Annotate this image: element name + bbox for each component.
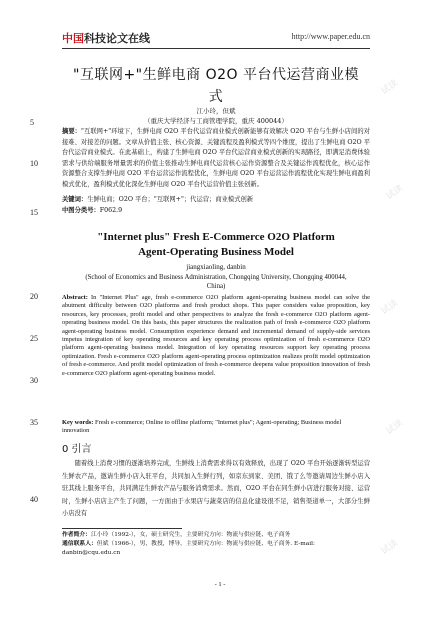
abstract-en-label: Abstract:	[62, 294, 88, 301]
keywords-en	[62, 419, 370, 436]
line-number: 25	[30, 334, 38, 343]
title-cn-line1: "互联网+"生鲜电商 O2O 平台代运营商业模	[73, 67, 359, 83]
line-number: 40	[30, 495, 38, 504]
paper-title-cn	[62, 64, 370, 108]
section-heading: 0 引言	[62, 444, 92, 455]
line-number: 10	[30, 159, 38, 168]
line-number: 35	[30, 418, 38, 427]
clc-cn	[62, 206, 370, 217]
footnote-author-label: 作者简介：	[62, 532, 91, 538]
keywords-cn-label: 关键词：	[62, 196, 88, 203]
body-paragraph: 随着线上消费习惯的逐渐培养完成，生鲜线上消费需求得以有效释放，出现了 O2O 平台开始逐渐转型运营生鲜农产品，邀请生鲜小店入驻平台，共同加入生鲜行列，如京东到家、美团、饿了么等邀请周边生鲜小店入驻其线上服务平台，共同满足生鲜农产品与服务消费需求。然而，O2O 平台在同生鲜小店进行服务对接、运营时，生鲜小店店主产生了问题，一方面由于水果店与蔬菜店的信息化建设很不足，销售渠道单一，大部分生鲜小店没有	[62, 460, 370, 517]
watermark: 试读	[384, 418, 406, 437]
abstract-cn-label: 摘要：	[62, 128, 82, 135]
footnote-divider	[62, 528, 182, 529]
clc-cn-text: F062.9	[99, 207, 123, 214]
title-en-line1: "Internet plus" Fresh E-Commerce O2O Platform	[97, 231, 335, 243]
watermark: 试读	[379, 78, 401, 97]
clc-cn-label: 中图分类号：	[62, 207, 100, 214]
watermark: 试读	[379, 538, 401, 557]
abstract-en	[62, 294, 370, 378]
line-number: 15	[30, 208, 38, 217]
footnote-author-info	[62, 531, 370, 540]
paper-title-en	[62, 230, 370, 260]
journal-header	[62, 30, 370, 48]
header-divider	[62, 48, 370, 49]
watermark: 试读	[384, 183, 406, 202]
keywords-en-label: Key words:	[62, 419, 94, 426]
footnote-author-text: 江小玲（1992-），女，硕士研究生，主要研究方向：物流与供应链、电子商务	[91, 532, 291, 538]
abstract-cn-text: "互联网+"环境下，生鲜电商 O2O 平台代运营商业模式创新能够有效解决 O2O 平台与生鲜小店间的对接难、对接差的问题。文章从价值主张、核心资源、关键流程及盈利模式等四个维度，提出了生鲜电商 O2O 平台代运营商业模式。在此基础上，构建了生鲜电商 O2O 平台代运营商业模式创新的实现路径，即满足消费体验需求与供给端服务增量需求的价值主张推动生鲜电商代运营核心运作资源整合及关键运作流程优化，核心运作资源整合支撑生鲜电商 O2O 平台运营运作流程优化，生鲜电商 O2O 平台运营运作流程优化实现生鲜电商盈利模式优化，盈利模式优化深化生鲜电商 O2O 平台代运营价值主张创新。	[62, 128, 370, 188]
watermark: 试读	[379, 298, 401, 317]
affiliation-cn: （重庆大学经济与工商管理学院，重庆 400044）	[144, 117, 288, 125]
site-url[interactable]: http://www.paper.edu.cn	[291, 32, 370, 41]
line-number: 20	[30, 292, 38, 301]
logo-dark-part: 科技论文在线	[84, 32, 150, 45]
line-number: 5	[30, 118, 34, 127]
title-en-line2: Agent-Operating Business Model	[138, 246, 294, 258]
title-cn-line2: 式	[208, 89, 224, 105]
keywords-cn-text: 生鲜电商；O2O 平台；"互联网+"；代运营；商业模式创新	[87, 196, 254, 203]
author-en: jiangxiaoling, danbin	[186, 263, 246, 271]
footnote-contact-label: 通信联系人：	[62, 541, 97, 547]
footnote	[62, 531, 370, 558]
logo-red-part: 中国	[62, 32, 84, 45]
affiliation-en: (School of Economics and Business Administration, Chongqing University, Chongqing 400044, China)	[85, 274, 347, 290]
abstract-cn	[62, 127, 370, 190]
footnote-contact-text: 但斌（1966-），男，教授，博导，主要研究方向：物流与供应链、电子商务. E-mail: danbin@cqu.edu.cn	[62, 541, 315, 556]
journal-logo[interactable]	[62, 30, 150, 46]
abstract-en-text: In "Internet Plus" age, fresh e-commerce O2O platform agent-operating business model can solve the abutment difficulty between O2O platforms and fresh product shops. This paper considers value proposition, key resources, key processes, profit model and other perspectives to analyze the fresh e-commerce O2O platform agent-operating business model. On this basis, this paper structures the realization path of fresh e-commerce O2O platform agent-operating business model. Consumption experience demand and incremental demand of supply-side services impetus integration of key operating resources and key operating process optimization of fresh e-commerce O2O platform agent-operating business model. Integration of key operating resources support key operating process optimization. Fresh e-commerce O2O platform agent-operating process optimization realizes profit model optimization of fresh e-commerce. And profit model optimization of fresh e-commerce deepens value proposition innovation of fresh e-commerce O2O platform agent-operating business model.	[62, 294, 370, 377]
author-cn: 江小玲，但斌	[196, 107, 236, 115]
line-number: 30	[30, 376, 38, 385]
keywords-cn	[62, 195, 370, 206]
footnote-contact-info	[62, 540, 370, 558]
page-number: - 1 -	[214, 581, 226, 588]
keywords-en-text: Fresh e-commerce; Online to offline platform; "Internet plus"; Agent-operating; Business model innovation	[62, 419, 342, 435]
